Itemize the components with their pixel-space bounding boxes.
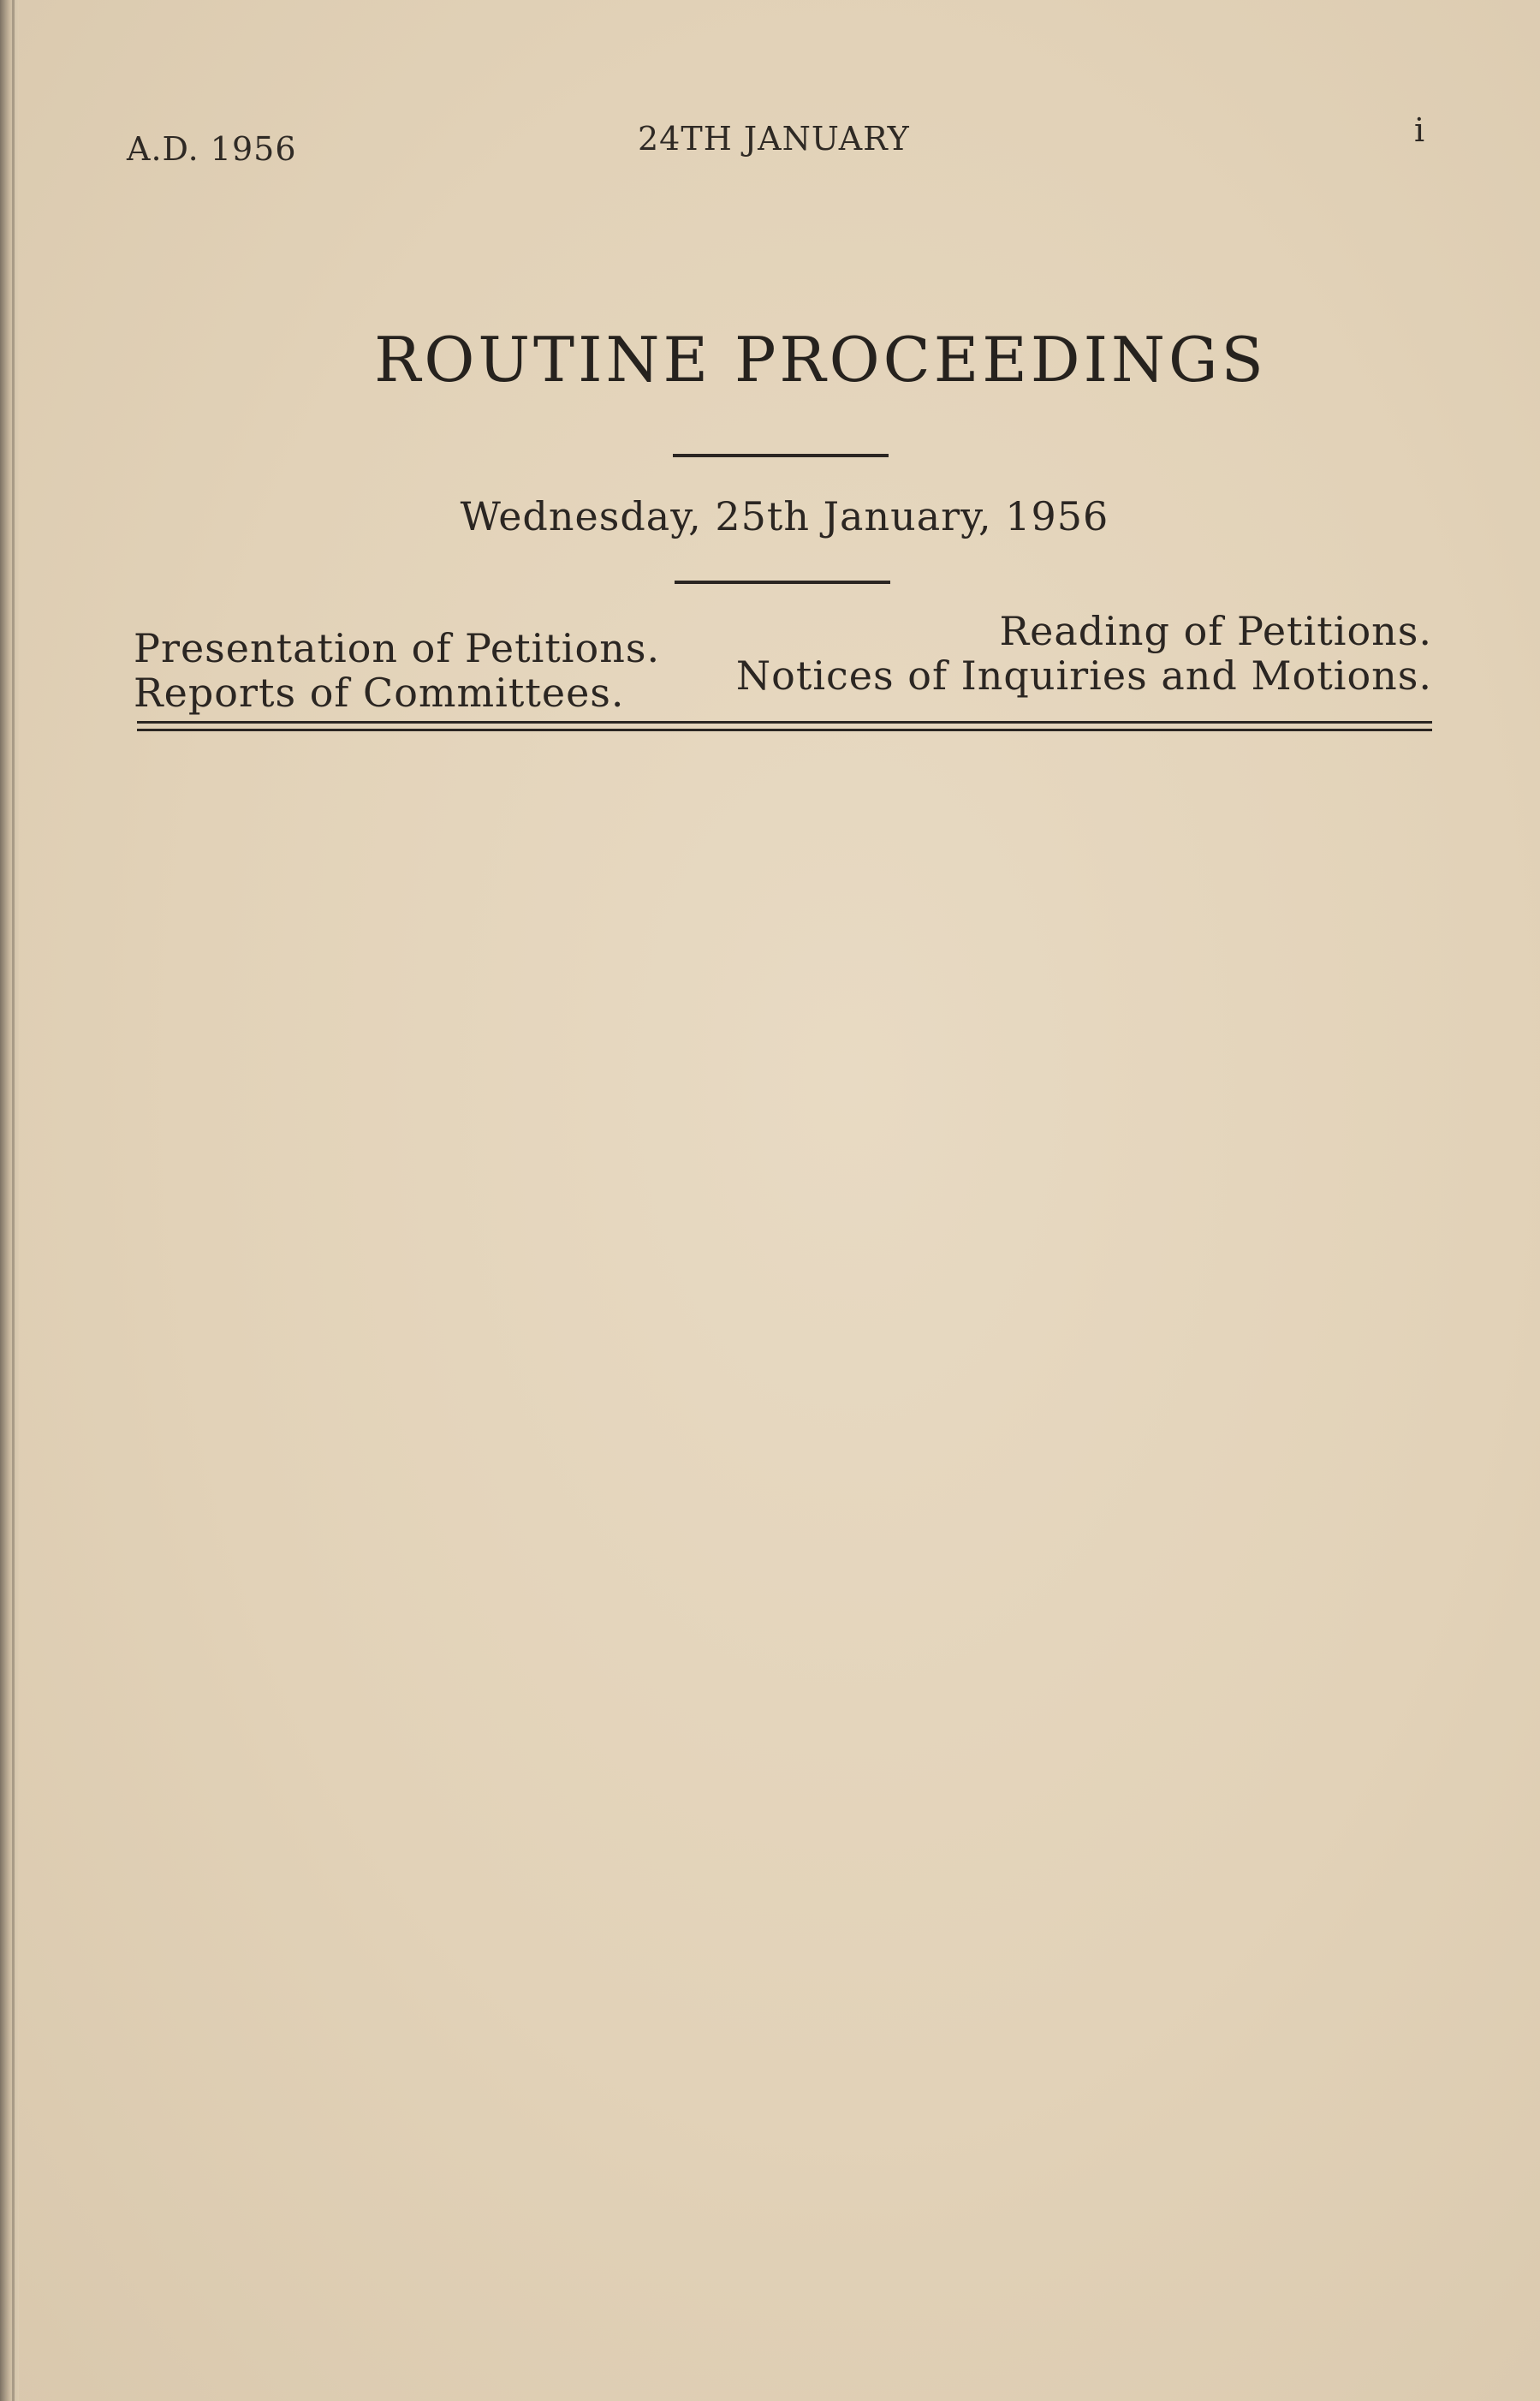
item-reading-of-petitions: Reading of Petitions.: [999, 608, 1432, 654]
item-presentation-of-petitions: Presentation of Petitions.: [134, 625, 661, 671]
page-number: i: [1414, 111, 1426, 149]
item-notices-of-inquiries-and-motions: Notices of Inquiries and Motions.: [735, 652, 1432, 699]
page-title: ROUTINE PROCEEDINGS: [374, 324, 1267, 396]
running-head-date: 24TH JANUARY: [638, 120, 910, 158]
divider-bottom: [675, 581, 890, 584]
double-rule-divider: [137, 721, 1432, 731]
item-reports-of-committees: Reports of Committees.: [134, 670, 625, 716]
sitting-date: Wednesday, 25th January, 1956: [460, 493, 1109, 539]
divider-top: [673, 454, 889, 457]
running-head-year: A.D. 1956: [127, 130, 297, 168]
